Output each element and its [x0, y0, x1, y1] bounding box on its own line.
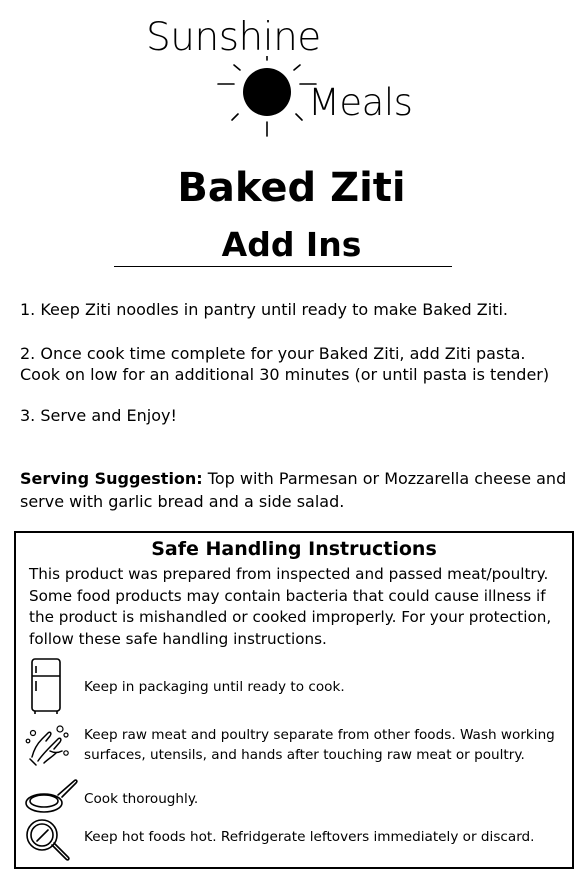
page-subtitle: Add Ins	[221, 225, 362, 264]
safe-handling-intro-line-3: the product is mishandled or cooked improperly. For your protection,	[29, 608, 552, 626]
step-3	[20, 405, 177, 426]
page-title: Baked Ziti	[177, 165, 406, 211]
safe-handling-title: Safe Handling Instructions	[151, 538, 437, 560]
safe-handling-item-2-text	[84, 725, 555, 765]
frying-pan-icon	[24, 777, 80, 817]
step-1-line-1: 1. Keep Ziti noodles in pantry until ready to make Baked Ziti.	[20, 300, 509, 319]
safe-handling-intro-line-1: This product was prepared from inspected and passed meat/poultry.	[29, 565, 549, 583]
safe-handling-item-2-line-1: Keep raw meat and poultry separate from other foods. Wash working	[84, 727, 555, 743]
serving-suggestion-label: Serving Suggestion:	[20, 469, 203, 488]
safe-handling-item-2-line-2: surfaces, utensils, and hands after touching raw meat or poultry.	[84, 747, 525, 763]
safe-handling-item-separate	[24, 723, 569, 767]
sunshine-meals-logo	[146, 15, 416, 136]
safe-handling-item-4-text	[84, 827, 535, 847]
brand-line-2: Meals	[308, 81, 413, 124]
refrigerator-icon	[24, 657, 64, 715]
step-2-line-2: Cook on low for an additional 30 minutes (or until pasta is tender)	[20, 365, 550, 384]
safe-handling-item-cook	[24, 777, 569, 817]
safe-handling-item-1-line-1: Keep in packaging until ready to cook.	[84, 679, 345, 695]
title-divider	[114, 266, 452, 267]
safe-handling-item-1-text	[84, 677, 345, 697]
step-2-line-1: 2. Once cook time complete for your Baked Ziti, add Ziti pasta.	[20, 344, 526, 363]
serving-suggestion	[20, 467, 566, 513]
safe-handling-item-hot-foods	[24, 817, 569, 865]
safe-handling-item-3-line-1: Cook thoroughly.	[84, 791, 199, 807]
hand-washing-icon	[24, 723, 72, 767]
step-2	[20, 343, 549, 385]
sun-icon	[212, 56, 322, 138]
safe-handling-item-4-line-1: Keep hot foods hot. Refridgerate leftovers immediately or discard.	[84, 829, 535, 845]
serving-suggestion-line-1: Top with Parmesan or Mozzarella cheese and	[202, 469, 567, 488]
safe-handling-intro-line-4: follow these safe handling instructions.	[29, 629, 327, 648]
safe-handling-intro-line-2: Some food products may contain bacteria that could cause illness if	[29, 586, 546, 605]
safe-handling-item-3-text	[84, 789, 198, 809]
step-1	[20, 299, 508, 320]
safe-handling-item-refrigerate	[24, 657, 569, 717]
thermometer-icon	[24, 817, 72, 863]
safe-handling-box	[14, 531, 574, 869]
safe-handling-intro	[29, 564, 569, 650]
serving-suggestion-line-2: serve with garlic bread and a side salad.	[20, 492, 345, 511]
brand-line-1: Sunshine	[146, 15, 321, 60]
step-3-line-1: 3. Serve and Enjoy!	[20, 406, 177, 425]
